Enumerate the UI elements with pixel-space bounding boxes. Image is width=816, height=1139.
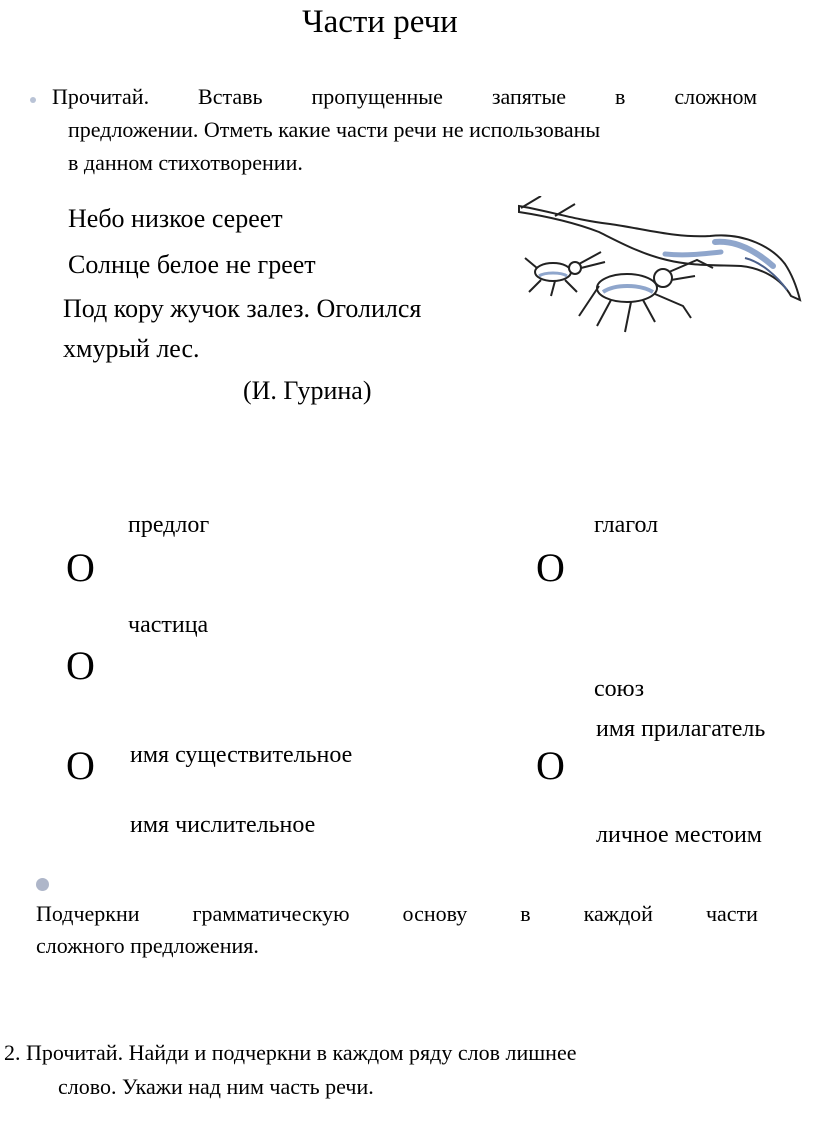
word: запятые (491, 84, 567, 109)
beetles-on-branch-illustration (515, 196, 815, 336)
task-2-line-1 (36, 898, 758, 930)
answer-circle-1[interactable]: О (66, 545, 95, 590)
option-label-chislitelnoe: имя числительное (130, 812, 316, 838)
word: основу (402, 901, 468, 926)
answer-circle-5[interactable]: О (536, 743, 565, 788)
task-2-line-2: сложного предложения. (36, 933, 259, 958)
task-1-line-1 (52, 80, 757, 113)
task-3-line-1: 2. Прочитай. Найди и подчеркни в каждом ряду слов лишнее (4, 1040, 577, 1065)
option-label-mestoimenie: личное местоим (596, 822, 762, 848)
word: Подчеркни (36, 901, 140, 926)
task-3-line-2: слово. Укажи над ним часть речи. (58, 1074, 374, 1099)
word: в (520, 901, 531, 926)
answer-circle-4[interactable]: О (536, 545, 565, 590)
word: сложном (674, 84, 757, 109)
poem-author: (И. Гурина) (243, 376, 372, 405)
task-1-line-2: предложении. Отметь какие части речи не использованы (68, 117, 601, 142)
option-label-predlog: предлог (128, 512, 210, 538)
poem-line-1: Небо низкое сереет (68, 204, 283, 233)
task-2-instructions (36, 898, 758, 962)
bullet-hexagon-icon (36, 878, 49, 891)
bullet-dot-icon (30, 97, 36, 103)
word: Вставь (198, 84, 263, 109)
task-1-line-3: в данном стихотворении. (68, 150, 303, 175)
word: пропущенные (311, 84, 443, 109)
task-3-instructions (4, 1036, 576, 1104)
word: каждой (583, 901, 653, 926)
poem-line-3: Под кору жучок залез. Оголился (63, 294, 422, 323)
poem-line-2: Солнце белое не греет (68, 250, 316, 279)
word: грамматическую (192, 901, 350, 926)
word: Прочитай. (52, 84, 150, 109)
option-label-chastitsa: частица (128, 612, 209, 638)
option-label-sushchestvitelnoe: имя существительное (130, 742, 353, 768)
answer-circle-2[interactable]: О (66, 643, 95, 688)
page-title: Части речи (302, 4, 458, 40)
word: в (614, 84, 626, 109)
poem-line-4: хмурый лес. (63, 334, 200, 363)
answer-circle-3[interactable]: О (66, 743, 95, 788)
task-1-instructions (52, 80, 757, 179)
word: части (705, 901, 758, 926)
option-label-glagol: глагол (594, 512, 659, 538)
option-label-prilagatelnoe: имя прилагатель (596, 716, 766, 742)
option-label-soyuz: союз (594, 676, 645, 702)
